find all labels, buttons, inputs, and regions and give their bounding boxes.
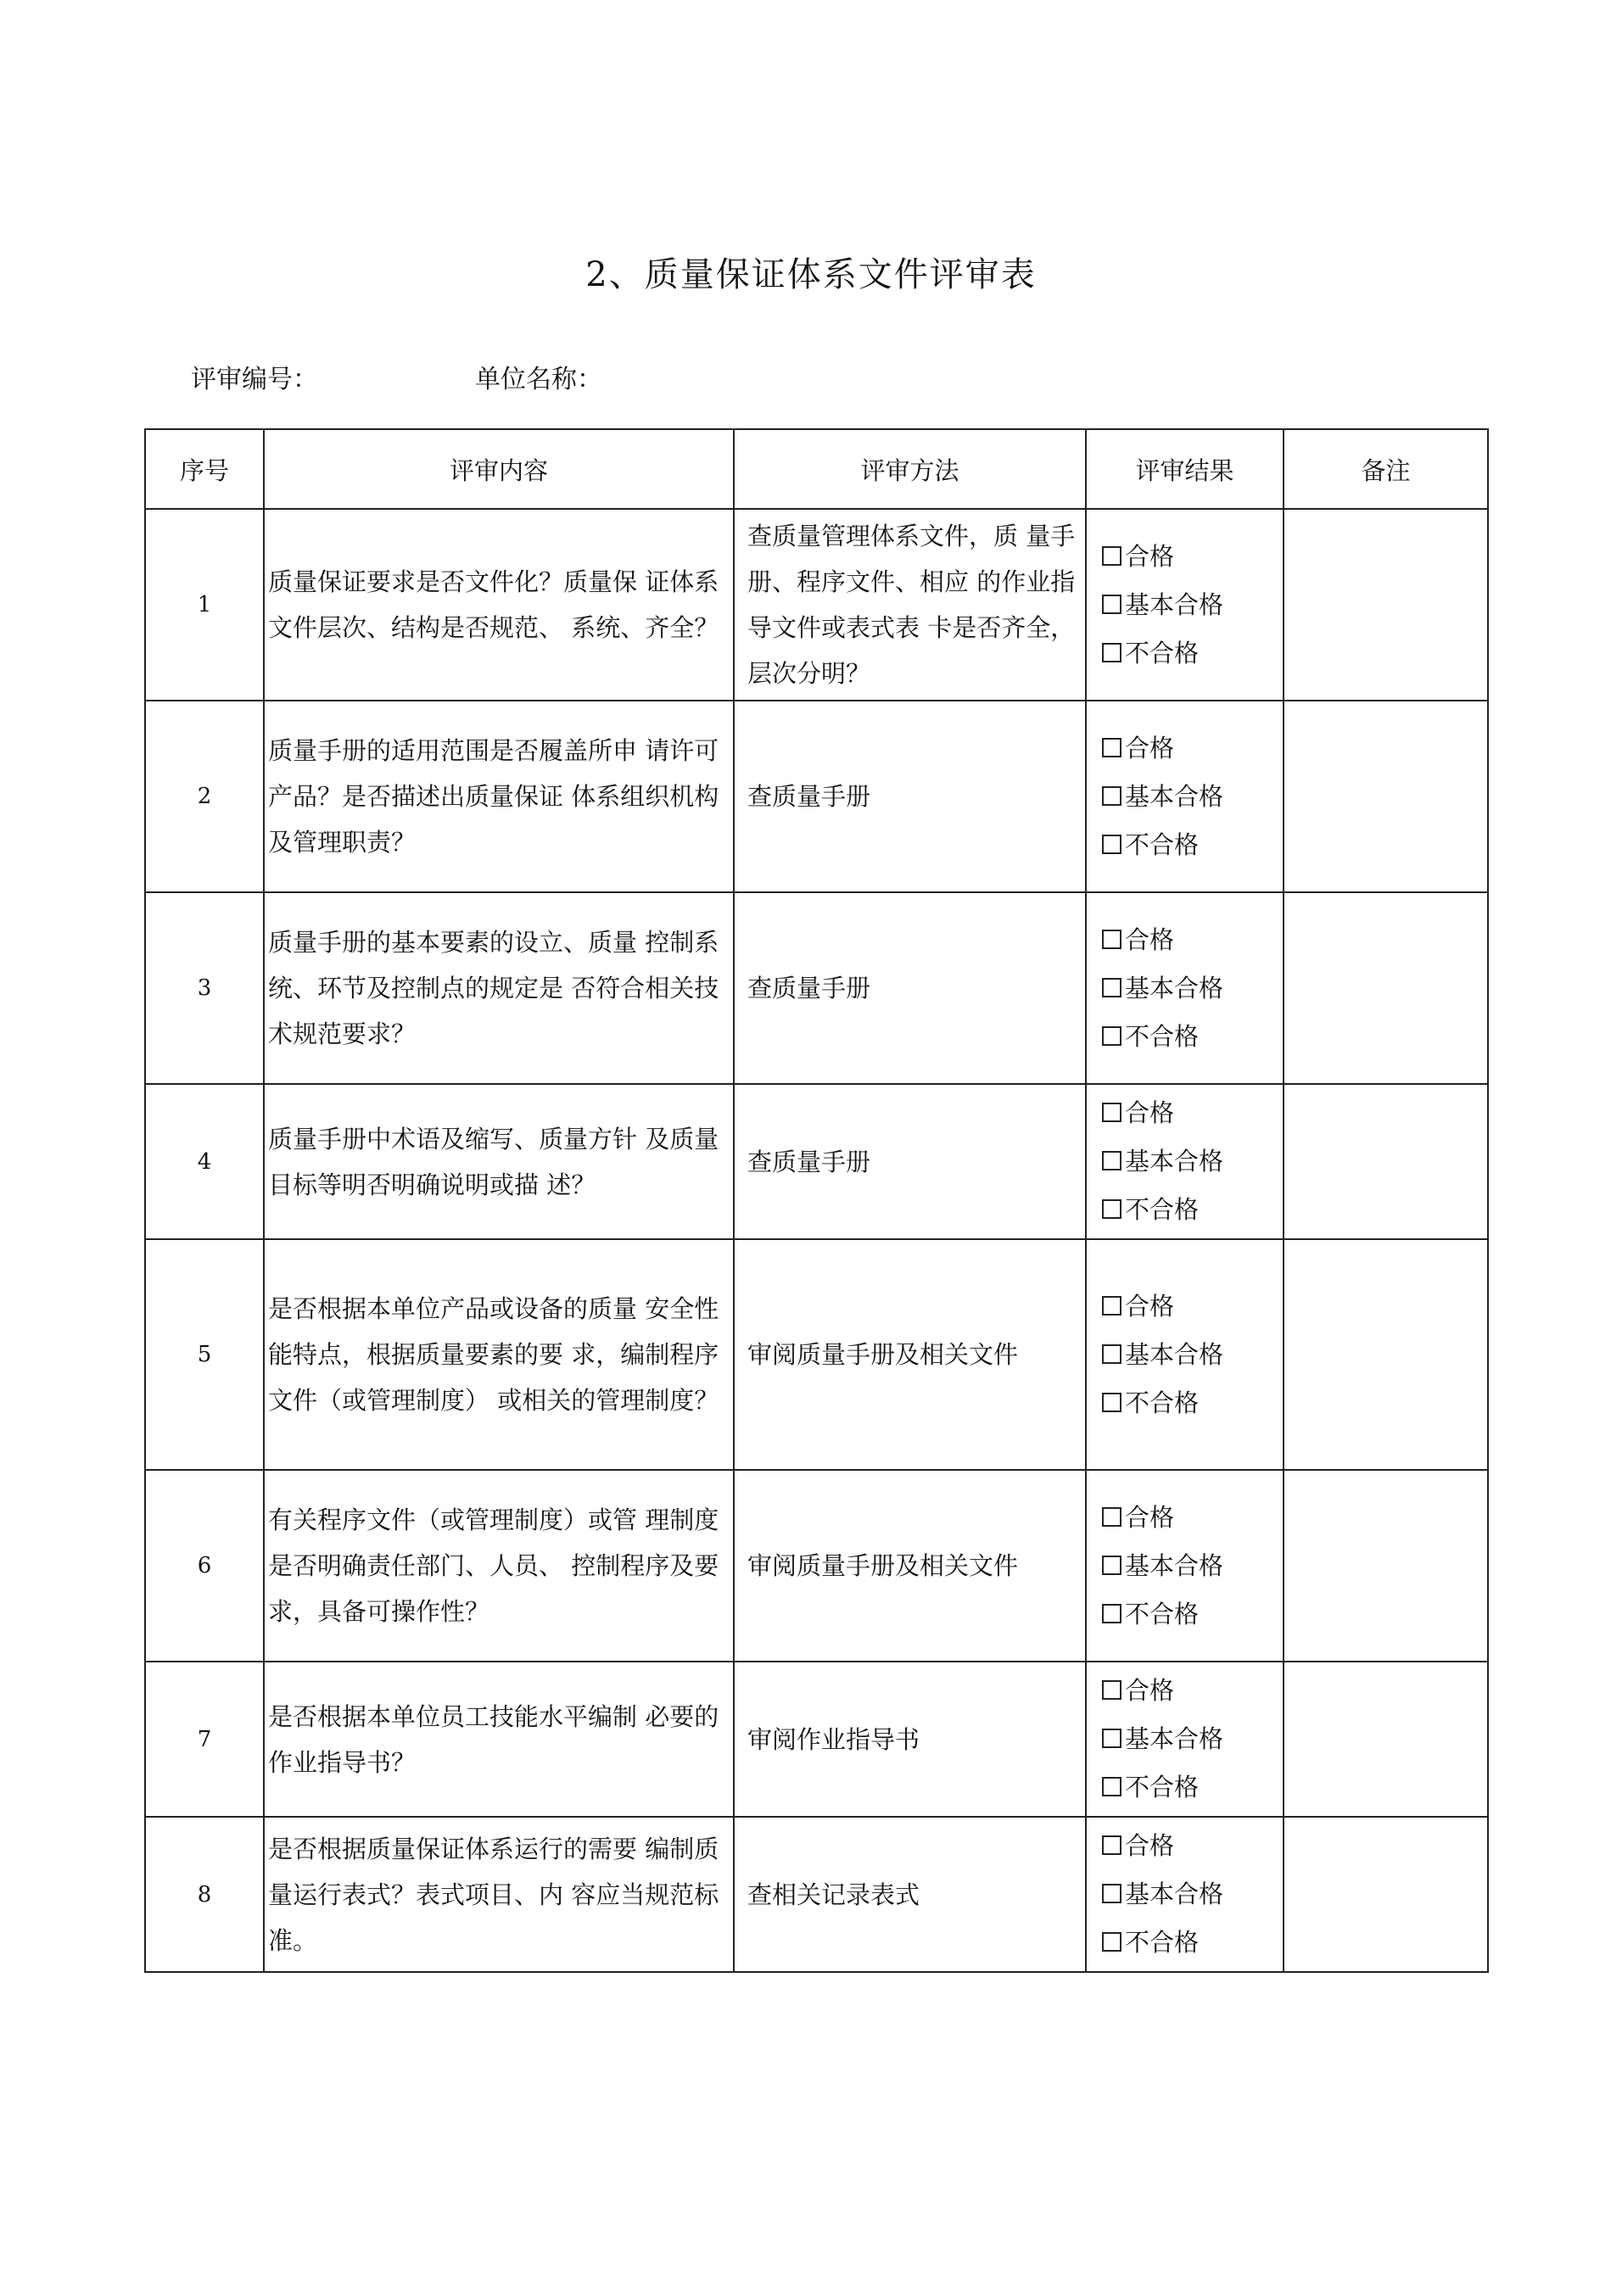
table-row bbox=[145, 701, 1488, 892]
checkbox-icon[interactable] bbox=[1102, 1344, 1121, 1364]
result-option[interactable] bbox=[1102, 724, 1283, 773]
checkbox-icon[interactable] bbox=[1102, 643, 1121, 662]
header-row bbox=[145, 429, 1488, 509]
review-content: 质量手册中术语及缩写、质量方针 及质量目标等明否明确说明或描 述？ bbox=[264, 1084, 734, 1239]
row-number: 5 bbox=[145, 1239, 264, 1470]
page-title: 2、质量保证体系文件评审表 bbox=[585, 255, 1037, 294]
review-content: 是否根据本单位员工技能水平编制 必要的作业指导书？ bbox=[264, 1662, 734, 1817]
result-option[interactable] bbox=[1102, 1379, 1283, 1427]
result-option[interactable] bbox=[1102, 1282, 1283, 1331]
result-option-label: 基本合格 bbox=[1125, 589, 1224, 619]
result-option-label: 基本合格 bbox=[1125, 1550, 1224, 1580]
checkbox-icon[interactable] bbox=[1102, 835, 1121, 854]
result-option-label: 不合格 bbox=[1125, 1928, 1200, 1957]
unit-name-label: 单位名称： bbox=[475, 365, 602, 394]
checkbox-icon[interactable] bbox=[1102, 1199, 1121, 1219]
review-result bbox=[1086, 1084, 1284, 1239]
review-method: 查质量手册 bbox=[734, 701, 1086, 892]
result-option-label: 不合格 bbox=[1125, 1388, 1200, 1417]
result-option[interactable] bbox=[1102, 821, 1283, 869]
review-method: 审阅质量手册及相关文件 bbox=[734, 1239, 1086, 1470]
review-method: 查质量管理体系文件，质 量手册、程序文件、相应 的作业指导文件或表式表 卡是否齐全，层次分明？ bbox=[734, 509, 1086, 701]
review-result bbox=[1086, 1239, 1284, 1470]
row-number: 7 bbox=[145, 1662, 264, 1817]
review-result bbox=[1086, 892, 1284, 1084]
checkbox-icon[interactable] bbox=[1102, 1556, 1121, 1575]
result-option[interactable] bbox=[1102, 1137, 1283, 1186]
review-content: 是否根据质量保证体系运行的需要 编制质量运行表式？表式项目、内 容应当规范标准。 bbox=[264, 1817, 734, 1972]
result-option[interactable] bbox=[1102, 1590, 1283, 1639]
review-table bbox=[144, 428, 1489, 1973]
result-option[interactable] bbox=[1102, 1542, 1283, 1590]
checkbox-icon[interactable] bbox=[1102, 1026, 1121, 1046]
result-option-label: 基本合格 bbox=[1125, 1880, 1224, 1908]
remark-cell bbox=[1284, 1239, 1488, 1470]
result-option-label: 合格 bbox=[1125, 1831, 1175, 1860]
result-option[interactable] bbox=[1102, 1186, 1283, 1234]
checkbox-icon[interactable] bbox=[1102, 786, 1121, 806]
header-method: 评审方法 bbox=[734, 429, 1086, 509]
header-content: 评审内容 bbox=[264, 429, 734, 509]
review-method: 查质量手册 bbox=[734, 892, 1086, 1084]
table-row bbox=[145, 1470, 1488, 1662]
checkbox-icon[interactable] bbox=[1102, 1393, 1121, 1412]
remark-cell bbox=[1284, 509, 1488, 701]
checkbox-icon[interactable] bbox=[1102, 1103, 1121, 1122]
result-option-label: 不合格 bbox=[1125, 1021, 1200, 1051]
result-option-label: 合格 bbox=[1125, 925, 1175, 954]
header-result: 评审结果 bbox=[1086, 429, 1284, 509]
result-option[interactable] bbox=[1102, 773, 1283, 821]
result-option[interactable] bbox=[1102, 1331, 1283, 1379]
result-option[interactable] bbox=[1102, 581, 1283, 629]
checkbox-icon[interactable] bbox=[1102, 930, 1121, 949]
row-number: 4 bbox=[145, 1084, 264, 1239]
result-option-label: 基本合格 bbox=[1125, 1339, 1224, 1369]
row-number: 1 bbox=[145, 509, 264, 701]
header-no: 序号 bbox=[145, 429, 264, 509]
review-method: 查质量手册 bbox=[734, 1084, 1086, 1239]
review-method: 审阅质量手册及相关文件 bbox=[734, 1470, 1086, 1662]
remark-cell bbox=[1284, 701, 1488, 892]
result-option-label: 合格 bbox=[1125, 1098, 1175, 1127]
review-method: 查相关记录表式 bbox=[734, 1817, 1086, 1972]
checkbox-icon[interactable] bbox=[1102, 1604, 1121, 1623]
result-option-label: 基本合格 bbox=[1125, 1147, 1224, 1176]
table-row bbox=[145, 1662, 1488, 1817]
row-number: 3 bbox=[145, 892, 264, 1084]
review-result bbox=[1086, 1662, 1284, 1817]
result-option-label: 基本合格 bbox=[1125, 973, 1224, 1003]
review-content: 质量手册的适用范围是否履盖所申 请许可产品？是否描述出质量保证 体系组织机构及管理职责？ bbox=[264, 701, 734, 892]
table-row bbox=[145, 1817, 1488, 1972]
result-option[interactable] bbox=[1102, 533, 1283, 581]
checkbox-icon[interactable] bbox=[1102, 1884, 1121, 1903]
checkbox-icon[interactable] bbox=[1102, 595, 1121, 614]
result-option[interactable] bbox=[1102, 1667, 1283, 1715]
remark-cell bbox=[1284, 1084, 1488, 1239]
result-option[interactable] bbox=[1102, 1089, 1283, 1137]
result-option-label: 基本合格 bbox=[1125, 781, 1224, 811]
result-option[interactable] bbox=[1102, 629, 1283, 678]
result-option-label: 基本合格 bbox=[1125, 1724, 1224, 1753]
review-result bbox=[1086, 701, 1284, 892]
checkbox-icon[interactable] bbox=[1102, 1151, 1121, 1170]
checkbox-icon[interactable] bbox=[1102, 1296, 1121, 1316]
checkbox-icon[interactable] bbox=[1102, 1729, 1121, 1748]
checkbox-icon[interactable] bbox=[1102, 1680, 1121, 1700]
table-row bbox=[145, 509, 1488, 701]
review-content: 是否根据本单位产品或设备的质量 安全性能特点，根据质量要素的要 求，编制程序文件（或管理制度） 或相关的管理制度？ bbox=[264, 1239, 734, 1470]
result-option[interactable] bbox=[1102, 916, 1283, 964]
review-content: 有关程序文件（或管理制度）或管 理制度是否明确责任部门、人员、 控制程序及要求，具备可操作性？ bbox=[264, 1470, 734, 1662]
review-result bbox=[1086, 1470, 1284, 1662]
result-option[interactable] bbox=[1102, 1763, 1283, 1812]
review-number-label: 评审编号： bbox=[191, 365, 318, 394]
result-option[interactable] bbox=[1102, 964, 1283, 1013]
result-option-label: 不合格 bbox=[1125, 1773, 1200, 1802]
result-option-label: 不合格 bbox=[1125, 1599, 1200, 1628]
table-row bbox=[145, 1239, 1488, 1470]
checkbox-icon[interactable] bbox=[1102, 738, 1121, 757]
checkbox-icon[interactable] bbox=[1102, 1835, 1121, 1855]
result-option-label: 合格 bbox=[1125, 1291, 1175, 1321]
row-number: 2 bbox=[145, 701, 264, 892]
review-result bbox=[1086, 509, 1284, 701]
result-option-label: 合格 bbox=[1125, 1676, 1175, 1705]
review-result bbox=[1086, 1817, 1284, 1972]
row-number: 6 bbox=[145, 1470, 264, 1662]
result-option-label: 合格 bbox=[1125, 541, 1175, 571]
review-content: 质量保证要求是否文件化？质量保 证体系文件层次、结构是否规范、 系统、齐全？ bbox=[264, 509, 734, 701]
table-row bbox=[145, 1084, 1488, 1239]
result-option-label: 合格 bbox=[1125, 733, 1175, 763]
checkbox-icon[interactable] bbox=[1102, 1777, 1121, 1796]
result-option-label: 合格 bbox=[1125, 1502, 1175, 1532]
remark-cell bbox=[1284, 1662, 1488, 1817]
result-option-label: 不合格 bbox=[1125, 638, 1200, 668]
checkbox-icon[interactable] bbox=[1102, 978, 1121, 997]
review-method: 审阅作业指导书 bbox=[734, 1662, 1086, 1817]
checkbox-icon[interactable] bbox=[1102, 1932, 1121, 1952]
result-option[interactable] bbox=[1102, 1822, 1283, 1870]
row-number: 8 bbox=[145, 1817, 264, 1972]
checkbox-icon[interactable] bbox=[1102, 546, 1121, 566]
header-remark: 备注 bbox=[1284, 429, 1488, 509]
remark-cell bbox=[1284, 892, 1488, 1084]
result-option[interactable] bbox=[1102, 1870, 1283, 1919]
result-option[interactable] bbox=[1102, 1013, 1283, 1061]
remark-cell bbox=[1284, 1470, 1488, 1662]
review-content: 质量手册的基本要素的设立、质量 控制系统、环节及控制点的规定是 否符合相关技术规范要求？ bbox=[264, 892, 734, 1084]
result-option[interactable] bbox=[1102, 1919, 1283, 1967]
result-option-label: 不合格 bbox=[1125, 830, 1200, 859]
remark-cell bbox=[1284, 1817, 1488, 1972]
result-option[interactable] bbox=[1102, 1715, 1283, 1763]
result-option-label: 不合格 bbox=[1125, 1195, 1200, 1224]
checkbox-icon[interactable] bbox=[1102, 1507, 1121, 1527]
result-option[interactable] bbox=[1102, 1494, 1283, 1542]
table-row bbox=[145, 892, 1488, 1084]
